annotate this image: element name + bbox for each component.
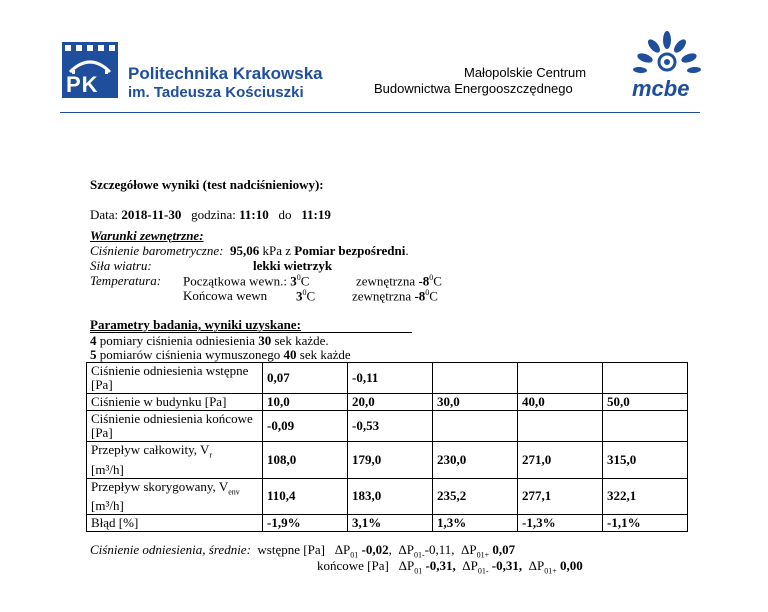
degree-mark: 0 bbox=[296, 273, 301, 282]
avg-final-01: -0,31, bbox=[425, 558, 456, 573]
temp-start-outside-line bbox=[356, 273, 442, 289]
date-label: Data: bbox=[90, 207, 119, 222]
params-line2-secs: 40 bbox=[283, 347, 297, 362]
cell bbox=[603, 411, 688, 442]
avg-initial-01: -0,02 bbox=[361, 542, 389, 557]
temp-end-inside-line bbox=[296, 288, 315, 304]
params-line1-text: pomiary ciśnienia odniesienia bbox=[99, 333, 255, 348]
row-label: Błąd [%] bbox=[87, 515, 263, 532]
cell: 30,0 bbox=[433, 394, 518, 411]
table-row bbox=[87, 442, 688, 479]
cell: 40,0 bbox=[518, 394, 603, 411]
cell bbox=[603, 363, 688, 394]
params-line1-secs: 30 bbox=[258, 333, 272, 348]
header-divider bbox=[60, 112, 700, 113]
cell: 0,07 bbox=[263, 363, 348, 394]
table-row bbox=[87, 394, 688, 411]
temp-start-inside: 3 bbox=[290, 273, 297, 289]
table-row bbox=[87, 363, 688, 394]
params-heading: Parametry badania, wyniki uzyskane: bbox=[90, 318, 412, 333]
params-line2 bbox=[90, 347, 351, 363]
cell bbox=[433, 363, 518, 394]
temp-end-inside: 3 bbox=[296, 288, 303, 304]
deg-c: C bbox=[429, 288, 438, 304]
cell bbox=[518, 363, 603, 394]
pk-logo bbox=[62, 42, 118, 98]
row-label: Ciśnienie odniesienia końcowe [Pa] bbox=[87, 411, 263, 442]
cell: -1,1% bbox=[603, 515, 688, 532]
institution-line2: im. Tadeusza Kościuszki bbox=[128, 84, 304, 101]
pressure-value: 95,06 bbox=[229, 243, 260, 258]
pk-logo-text: PK bbox=[66, 72, 99, 97]
wind-value: lekki wietrzyk bbox=[253, 258, 333, 273]
pressure-end: . bbox=[405, 243, 409, 258]
temp-end-outside: -8 bbox=[414, 288, 426, 304]
avg-initial-01p: 0,07 bbox=[492, 542, 516, 557]
temp-end-label: Końcowa wewn bbox=[183, 288, 268, 303]
pressure-source: Pomiar bezpośredni bbox=[294, 243, 406, 258]
cell: 315,0 bbox=[603, 442, 688, 479]
time-label: godzina: bbox=[191, 207, 236, 222]
table-row bbox=[87, 411, 688, 442]
params-line2-text: pomiarów ciśnienia wymuszonego bbox=[99, 347, 281, 362]
cell: 108,0 bbox=[263, 442, 348, 479]
mcbe-logo-text: mcbe bbox=[632, 76, 690, 101]
cell bbox=[518, 411, 603, 442]
cell: 235,2 bbox=[433, 478, 518, 515]
cell bbox=[433, 411, 518, 442]
params-line1-count: 4 bbox=[90, 333, 97, 348]
degree-mark: 0 bbox=[425, 288, 430, 297]
params-line1-tail: sek każde. bbox=[274, 333, 329, 348]
cell: -0,11 bbox=[348, 363, 433, 394]
mcbe-logo bbox=[630, 30, 704, 100]
outside-label: zewnętrzna bbox=[356, 273, 416, 289]
avg-final-01p: 0,00 bbox=[560, 558, 583, 573]
params-line2-count: 5 bbox=[90, 347, 97, 362]
cell: 110,4 bbox=[263, 478, 348, 515]
degree-mark: 0 bbox=[429, 273, 434, 282]
outside-label: zewnętrzna bbox=[352, 288, 412, 304]
table-row bbox=[87, 478, 688, 515]
deg-c: C bbox=[433, 273, 442, 289]
temp-start-outside: -8 bbox=[418, 273, 430, 289]
cell: -1,9% bbox=[263, 515, 348, 532]
params-line2-tail: sek każde bbox=[299, 347, 351, 362]
averages-final-label: końcowe [Pa] bbox=[317, 558, 389, 573]
cell: -1,3% bbox=[518, 515, 603, 532]
averages-final-line: końcowe [Pa] $\Delta P_{01}$ -0,31, $\Delta P_{01-}$ -0,31, $\Delta P_{01+}$ 0,00 bbox=[317, 558, 583, 576]
avg-initial-01m: -0,11, bbox=[424, 542, 455, 557]
partner-line2: Budownictwa Energooszczędnego bbox=[374, 81, 573, 96]
row-label: Ciśnienie odniesienia wstępne [Pa] bbox=[87, 363, 263, 394]
cell: -0,53 bbox=[348, 411, 433, 442]
cell: 20,0 bbox=[348, 394, 433, 411]
time-do: do bbox=[278, 207, 292, 222]
row-label: Ciśnienie w budynku [Pa] bbox=[87, 394, 263, 411]
cell: 3,1% bbox=[348, 515, 433, 532]
temp-start-line bbox=[183, 273, 309, 289]
cell: 179,0 bbox=[348, 442, 433, 479]
partner-line1: Małopolskie Centrum bbox=[464, 65, 587, 80]
cell: 322,1 bbox=[603, 478, 688, 515]
cell: 10,0 bbox=[263, 394, 348, 411]
conditions-heading: Warunki zewnętrzne: bbox=[90, 228, 204, 243]
cell: -0,09 bbox=[263, 411, 348, 442]
cell: 271,0 bbox=[518, 442, 603, 479]
cell: 230,0 bbox=[433, 442, 518, 479]
date-line bbox=[90, 207, 331, 223]
pressure-label: Ciśnienie barometryczne: bbox=[90, 243, 224, 258]
table-row bbox=[87, 515, 688, 532]
cell: 50,0 bbox=[603, 394, 688, 411]
time-start: 11:10 bbox=[239, 207, 269, 222]
pressure-line bbox=[90, 243, 409, 259]
wind-label: Siła wiatru: bbox=[90, 258, 152, 273]
cell: 1,3% bbox=[433, 515, 518, 532]
time-end: 11:19 bbox=[301, 207, 331, 222]
institution-line1: Politechnika Krakowska bbox=[128, 64, 323, 83]
temp-label: Temperatura: bbox=[90, 273, 162, 288]
deg-c: C bbox=[306, 288, 316, 304]
results-table bbox=[86, 362, 688, 532]
cell: 183,0 bbox=[348, 478, 433, 515]
averages-initial-label: wstępne [Pa] bbox=[257, 542, 325, 557]
averages-label: Ciśnienie odniesienia, średnie: bbox=[90, 542, 251, 557]
flower-icon bbox=[630, 30, 704, 80]
averages-initial-line: Ciśnienie odniesienia, średnie: wstępne [Pa] $\Delta P_{01}$ -0,02, $\Delta P_{01-}-0,11$, $\Delta P_{01+}$ 0,07 bbox=[90, 542, 516, 560]
pressure-unit: kPa z bbox=[262, 243, 291, 258]
temp-end-outside-line bbox=[352, 288, 438, 304]
avg-final-01m: -0,31, bbox=[491, 558, 523, 573]
row-label: Przepływ całkowity, $V_r$ [m³/h] bbox=[87, 442, 263, 479]
date-value: 2018-11-30 bbox=[121, 207, 182, 222]
temp-start-label: Początkowa wewn.: bbox=[183, 273, 287, 289]
cell: 277,1 bbox=[518, 478, 603, 515]
section-title: Szczegółowe wyniki (test nadciśnieniowy): bbox=[90, 177, 324, 192]
row-label: Przepływ skorygowany, $V_{env}$ [m³/h] bbox=[87, 478, 263, 515]
degree-mark: 0 bbox=[302, 288, 307, 297]
deg-c: C bbox=[300, 273, 310, 289]
